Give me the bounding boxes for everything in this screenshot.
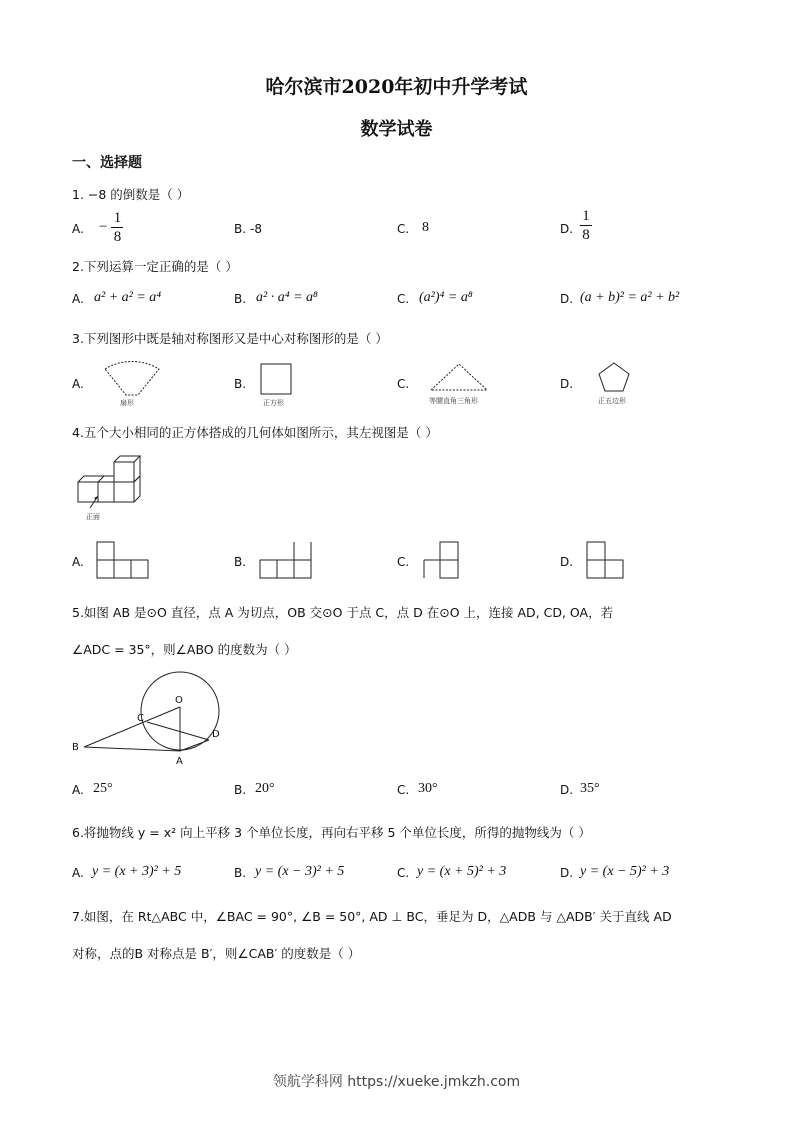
q2-option-b-label: B.	[234, 292, 247, 306]
sector-caption: 扇形	[120, 399, 134, 407]
section-heading: 一、选择题	[72, 155, 142, 171]
pentagon-caption: 正五边形	[598, 397, 626, 405]
q1-stem: 1. −8 的倒数是（ ）	[72, 187, 190, 202]
q5-stem-line2: ∠ADC = 35°，则∠ABO 的度数为（ ）	[72, 642, 297, 657]
q2-option-a-label: A.	[72, 292, 84, 306]
footer-watermark: 领航学科网 https://xueke.jmkzh.com	[272, 1074, 521, 1090]
q2-option-d-value: (a + b)² = a² + b²	[580, 290, 680, 305]
q1-option-a-value	[99, 210, 123, 245]
q6-option-c-value: y = (x + 5)² + 3	[417, 864, 507, 879]
q3-stem: 3.下列图形中既是轴对称图形又是中心对称图形的是（ ）	[72, 331, 388, 346]
q3-option-c-label: C.	[397, 377, 410, 391]
sector-figure	[95, 355, 170, 407]
square-figure	[255, 360, 305, 408]
q5-point-b: B	[72, 742, 79, 753]
q5-circle-figure	[68, 670, 243, 770]
q1-d-fraction	[580, 208, 592, 243]
q3-option-b-label: B.	[234, 377, 247, 391]
square-caption: 正方形	[263, 399, 284, 407]
exam-title: 哈尔滨市2020年初中升学考试	[265, 76, 528, 98]
q5-point-a: A	[176, 756, 183, 767]
fraction-denominator: 8	[113, 229, 122, 245]
q4-option-a-label: A.	[72, 555, 84, 569]
q4-option-d-label: D.	[560, 555, 574, 569]
q3-option-a-label: A.	[72, 377, 84, 391]
q6-option-b-label: B.	[234, 866, 247, 880]
front-view-label: 正面	[86, 513, 100, 521]
fraction-denominator: 8	[582, 227, 590, 243]
q4-option-d-view	[583, 540, 628, 582]
q1-option-b-value: -8	[250, 222, 262, 236]
q1-a-neg-sign: −	[99, 219, 108, 235]
q1-option-a-label: A.	[72, 222, 84, 236]
q6-option-d-label: D.	[560, 866, 574, 880]
q2-option-c-value: (a²)⁴ = a⁸	[419, 290, 473, 305]
q1-option-c-label: C.	[397, 222, 410, 236]
q4-option-a-view	[94, 540, 154, 582]
q5-option-c-label: C.	[397, 783, 410, 797]
q6-option-c-label: C.	[397, 866, 410, 880]
q4-option-b-view	[256, 540, 318, 582]
q5-option-d-value: 35°	[580, 781, 600, 796]
q7-stem-line2: 对称，点的B 对称点是 B′，则∠CAB′ 的度数是（ ）	[72, 946, 361, 961]
q5-stem-line1: 5.如图 AB 是⊙O 直径，点 A 为切点，OB 交⊙O 于点 C，点 D 在⊙O 上，连接 AD, CD, OA，若	[72, 605, 614, 620]
q2-option-c-label: C.	[397, 292, 410, 306]
q4-stem: 4.五个大小相同的正方体搭成的几何体如图所示，其左视图是（ ）	[72, 425, 438, 440]
q1-a-fraction	[111, 210, 123, 245]
q6-option-a-label: A.	[72, 866, 84, 880]
q5-option-a-label: A.	[72, 783, 84, 797]
q1-option-c-value: 8	[422, 220, 429, 235]
fraction-numerator: 1	[113, 210, 122, 226]
q5-point-d: D	[212, 729, 220, 740]
q6-stem: 6.将抛物线 y = x² 向上平移 3 个单位长度，再向右平移 5 个单位长度，所得的抛物线为（ ）	[72, 825, 591, 840]
q1-option-d-value	[580, 208, 592, 243]
fraction-numerator: 1	[582, 208, 590, 224]
q5-option-c-value: 30°	[418, 781, 438, 796]
cube-solid-figure	[72, 452, 157, 524]
q4-option-c-label: C.	[397, 555, 410, 569]
q2-stem: 2.下列运算一定正确的是（ ）	[72, 259, 238, 274]
q2-option-b-value: a² · a⁴ = a⁸	[256, 290, 318, 305]
regular-pentagon-figure	[590, 358, 642, 408]
q1-option-d-label: D.	[560, 222, 574, 236]
q5-option-d-label: D.	[560, 783, 574, 797]
q3-option-d-label: D.	[560, 377, 574, 391]
isosceles-right-triangle-figure	[423, 360, 495, 408]
q1-option-b-label: B.	[234, 222, 247, 236]
q2-option-a-value: a² + a² = a⁴	[94, 290, 162, 305]
q5-option-b-value: 20°	[255, 781, 275, 796]
q6-option-d-value: y = (x − 5)² + 3	[580, 864, 670, 879]
q7-stem-line1: 7.如图，在 Rt△ABC 中，∠BAC = 90°, ∠B = 50°, AD ⊥ BC，垂足为 D，△ADB 与 △ADB′ 关于直线 AD	[72, 909, 672, 924]
q6-option-a-value: y = (x + 3)² + 5	[92, 864, 182, 879]
q5-option-b-label: B.	[234, 783, 247, 797]
q5-option-a-value: 25°	[93, 781, 113, 796]
triangle-caption: 等腰直角三角形	[429, 397, 478, 405]
q6-option-b-value: y = (x − 3)² + 5	[255, 864, 345, 879]
q4-option-c-view	[420, 540, 465, 582]
exam-subtitle: 数学试卷	[360, 119, 433, 140]
q4-option-b-label: B.	[234, 555, 247, 569]
q5-point-o: O	[175, 695, 183, 706]
q5-point-c: C	[137, 713, 144, 724]
q2-option-d-label: D.	[560, 292, 574, 306]
